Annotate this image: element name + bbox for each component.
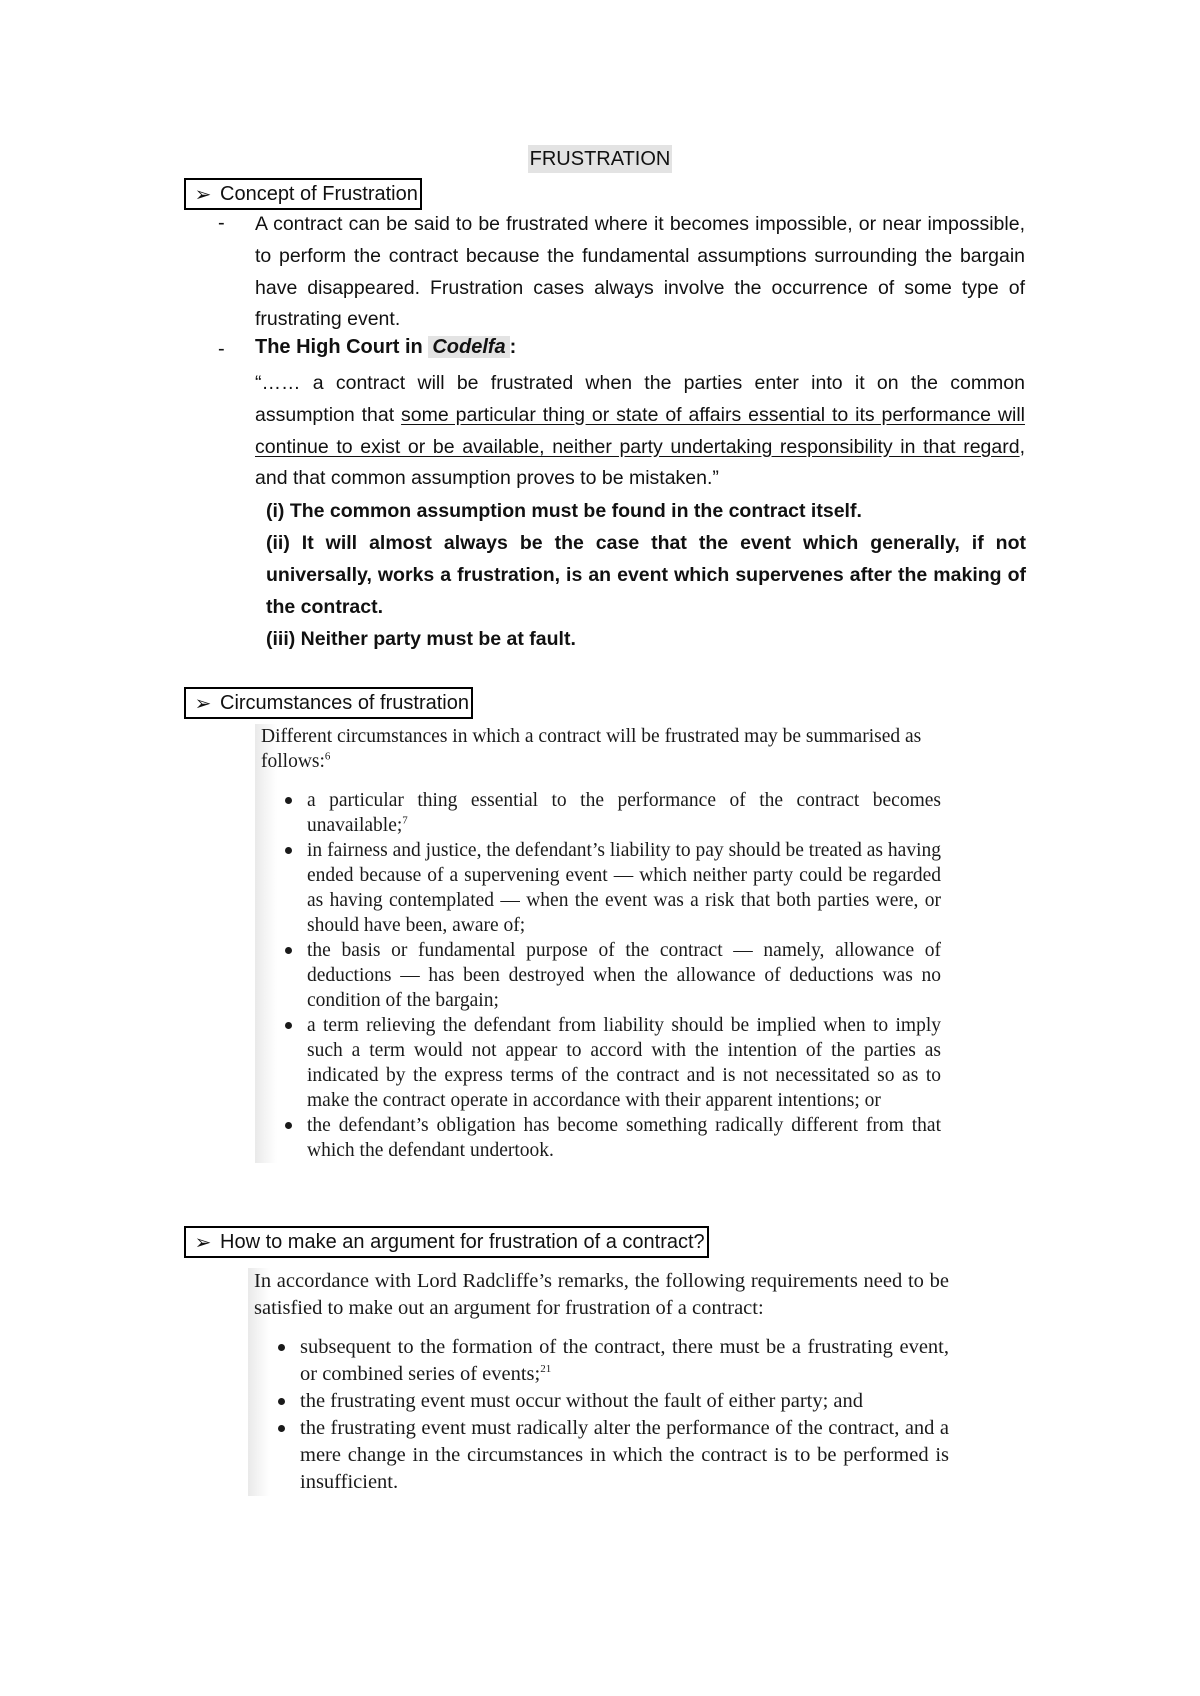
list-item: subsequent to the formation of the contract, there must be a frustrating event, or combined series of events;$^{21}$ [254,1334,949,1388]
section-heading-text: How to make an argument for frustration of a contract? [220,1230,705,1253]
round-bullet-icon [285,947,292,954]
dash-bullet-icon: - [218,338,225,360]
round-bullet-icon [285,1022,292,1029]
round-bullet-icon [278,1398,285,1405]
requirement-item: (i) The common assumption must be found in the contract itself. [266,500,862,522]
arrowhead-bullet-icon: ➢ [194,692,212,715]
round-bullet-icon [285,797,292,804]
high-court-label [255,336,516,359]
frustration-definition: A contract can be said to be frustrated where it becomes impossible, or near impossible, to perform the contract because the fundamental assumptions surrounding the bargain have disappeared. Frustration cases always involve the occurrence of some type of frustrating event. [255,213,1025,331]
excerpt-intro: In accordance with Lord Radcliffe’s remarks, the following requirements need to be satisfied to make out an argument for frustration of a contract: [254,1270,949,1319]
list-item: in fairness and justice, the defendant’s liability to pay should be treated as having ended because of a supervening event — which neither party could be regarded as having contemplated — when the event was a risk that both parties were, or should have been, aware of; [261,838,941,938]
quote-underlined: some particular thing or state of affairs essential to its performance will continue to exist or be available, neither party undertaking responsibility in that regard [255,403,1025,458]
excerpt-intro: Different circumstances in which a contract will be frustrated may be summarised as follows:$^6$ [261,726,922,772]
list-item: the frustrating event must occur without the fault of either party; and [254,1388,949,1415]
circumstances-excerpt [255,724,941,1163]
circumstances-list [261,788,941,1163]
high-court-prefix: The High Court in [255,336,423,358]
page-title [0,148,1200,171]
list-item: the basis or fundamental purpose of the contract — namely, allowance of deductions — has been destroyed when the allowance of deductions was no condition of the bargain; [261,938,941,1013]
section-heading-argument [184,1226,709,1258]
quote-start: “…… a contract will be frustrated when the parties enter into it on the common assumption that [255,372,1025,426]
arrowhead-bullet-icon: ➢ [194,183,212,206]
list-item: the defendant’s obligation has become something radically different from that which the defendant undertook. [261,1113,941,1163]
argument-excerpt [248,1268,949,1496]
page-title-text: FRUSTRATION [528,145,673,173]
section-heading-concept [184,178,422,210]
section-heading-circumstances [184,687,473,719]
round-bullet-icon [278,1344,285,1351]
list-item: the frustrating event must radically alter the performance of the contract, and a mere change in the circumstances in which the contract is to be performed is insufficient. [254,1415,949,1496]
round-bullet-icon [278,1425,285,1432]
quote-end: , and that common assumption proves to be mistaken.” [255,435,1025,490]
round-bullet-icon [285,1122,292,1129]
dash-bullet-icon: - [218,212,225,234]
argument-list [254,1334,949,1496]
high-court-suffix: : [509,336,517,358]
requirement-item: (ii) It will almost always be the case that the event which generally, if not universally, works a frustration, is an event which supervenes after the making of the contract. [266,532,1026,618]
round-bullet-icon [285,847,292,854]
codelfa-quote [255,368,1025,495]
section-heading-text: Concept of Frustration [220,182,418,205]
list-item: a term relieving the defendant from liability should be implied when to imply such a term would not appear to accord with the intention of the parties as indicated by the express terms of the contract and is not necessitated so as to make the contract operate in accordance with their apparent intentions; or [261,1013,941,1113]
section-heading-text: Circumstances of frustration [220,691,469,714]
arrowhead-bullet-icon: ➢ [194,1231,212,1254]
requirement-item: (iii) Neither party must be at fault. [266,628,576,650]
case-name: Codelfa [428,336,509,358]
list-item: a particular thing essential to the performance of the contract becomes unavailable;$^7$ [261,788,941,838]
